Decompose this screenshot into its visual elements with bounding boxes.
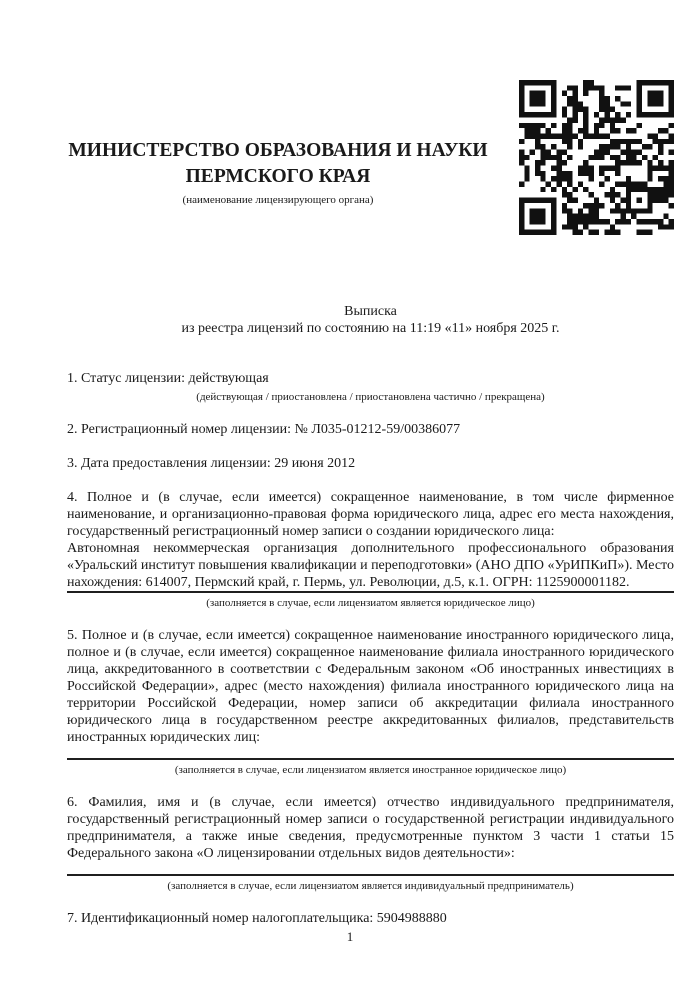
extract-title: Выписка — [344, 304, 397, 319]
ministry-name-line1: МИНИСТЕРСТВО ОБРАЗОВАНИЯ И НАУКИ — [68, 140, 488, 161]
entrepreneur-note: (заполняется в случае, если лицензиатом является индивидуальный предприниматель) — [167, 880, 574, 892]
foreign-entity-fill-line — [67, 758, 674, 760]
taxpayer-number-line — [67, 910, 674, 927]
registration-number-line — [67, 421, 674, 438]
grant-date-value: 29 июня 2012 — [274, 456, 356, 471]
document-header — [67, 80, 674, 235]
foreign-entity-label: 5. Полное и (в случае, если имеется) сокращенное наименование иностранного юридического лица, полное и (в случае, если имеется) сокращенное наименование филиала иностранного юридического лица, аккредитованного в соответствии с Федеральным законом «Об иностранных инвестициях в Российской Федерации», адрес (место нахождения) филиала иностранного юридического лица на территории Российской Федерации, номер записи об аккредитации филиала иностранного юридического лица в государственном реестре аккредитованных филиалов, представительств иностранных юридических лиц: — [67, 628, 674, 745]
ministry-name-line2: ПЕРМСКОГО КРАЯ — [185, 166, 371, 187]
item-7-taxpayer-number — [67, 910, 674, 927]
taxpayer-number-value: 5904988880 — [376, 911, 447, 926]
item-2-registration-number — [67, 421, 674, 438]
license-status-options-note: (действующая / приостановлена / приостановлена частично / прекращена) — [196, 391, 545, 403]
grant-date-label: 3. Дата предоставления лицензии: — [67, 456, 271, 471]
item-5-foreign-entity — [67, 627, 674, 777]
item-3-grant-date — [67, 455, 674, 472]
extract-title-block — [67, 303, 674, 337]
page-number: 1 — [346, 929, 354, 944]
registration-number-value: № Л035-01212-59/00386077 — [294, 422, 461, 437]
taxpayer-number-label: 7. Идентификационный номер налогоплательщика: — [67, 911, 374, 926]
extract-date-line: из реестра лицензий по состоянию на 11:19 «11» ноября 2025 г. — [181, 321, 560, 336]
licensing-authority-note: (наименование лицензирующего органа) — [182, 194, 374, 206]
license-status-value: действующая — [188, 371, 269, 386]
qr-code-icon — [519, 80, 674, 235]
licensing-authority-block — [67, 138, 519, 207]
entrepreneur-label: 6. Фамилия, имя и (в случае, если имеется) отчество индивидуального предпринимателя, государственный регистрационный номер записи о государственной регистрации индивидуального предпринимателя, а также иные сведения, предусмотренные пунктом 3 части 1 статьи 15 Федерального закона «О лицензировании отдельных видов деятельности»: — [67, 795, 674, 861]
registration-number-label: 2. Регистрационный номер лицензии: — [67, 422, 292, 437]
license-status-label: 1. Статус лицензии: — [67, 371, 186, 386]
qr-code-icon — [519, 80, 674, 235]
item-4-legal-entity — [67, 489, 674, 610]
legal-entity-note: (заполняется в случае, если лицензиатом является юридическое лицо) — [206, 597, 535, 609]
grant-date-line — [67, 455, 674, 472]
foreign-entity-note: (заполняется в случае, если лицензиатом является иностранное юридическое лицо) — [174, 764, 567, 776]
legal-entity-value: Автономная некоммерческая организация дополнительного профессионального образования «Уральский институт повышения квалификации и переподготовки» (АНО ДПО «УрИПКиП»). Место нахождения: 614007, Пермский край, г. Пермь, ул. Революции, д.5, к.1. ОГРН: 1125900001182. — [67, 540, 674, 593]
item-6-individual-entrepreneur — [67, 794, 674, 893]
entrepreneur-fill-line — [67, 874, 674, 876]
legal-entity-label: 4. Полное и (в случае, если имеется) сокращенное наименование, в том числе фирменное наименование, и организационно-правовая форма юридического лица, адрес его места нахождения, государственный регистрационный номер записи о создании юридического лица: — [67, 490, 674, 539]
item-1-license-status — [67, 370, 674, 404]
license-status-line — [67, 370, 674, 387]
